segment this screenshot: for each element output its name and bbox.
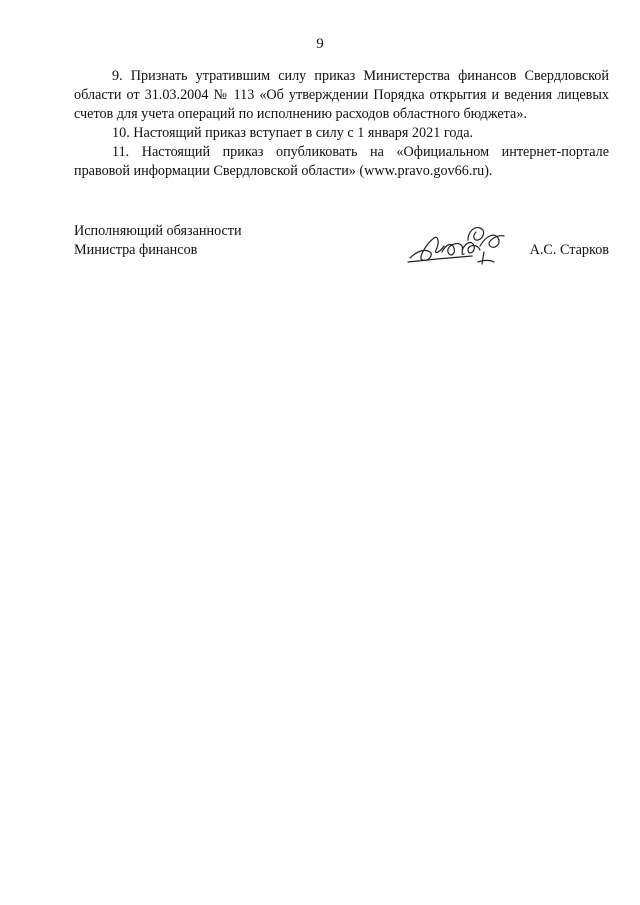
signatory-position-line-1: Исполняющий обязанности	[74, 223, 242, 239]
paragraph-item-9: 9. Признать утратившим силу приказ Министерства финансов Свердловской области от 31.03.2004 № 113 «Об утверждении Порядка открытия и ведения лицевых счетов для учета операций по исполнению расходов областного бюджета».	[74, 68, 609, 122]
paragraph-item-10: 10. Настоящий приказ вступает в силу с 1 января 2021 года.	[112, 125, 474, 141]
page-number: 9	[316, 36, 324, 52]
document-body	[74, 67, 609, 181]
signatory-position	[74, 222, 242, 260]
handwritten-signature	[406, 222, 510, 268]
signatory-name: А.С. Старков	[529, 242, 609, 258]
signature-block	[74, 222, 609, 272]
paragraph-item-11: 11. Настоящий приказ опубликовать на «Официальном интернет-портале правовой информации Свердловской области» (www.pravo.gov66.ru).	[74, 144, 609, 179]
signatory-position-line-2: Министра финансов	[74, 242, 198, 258]
